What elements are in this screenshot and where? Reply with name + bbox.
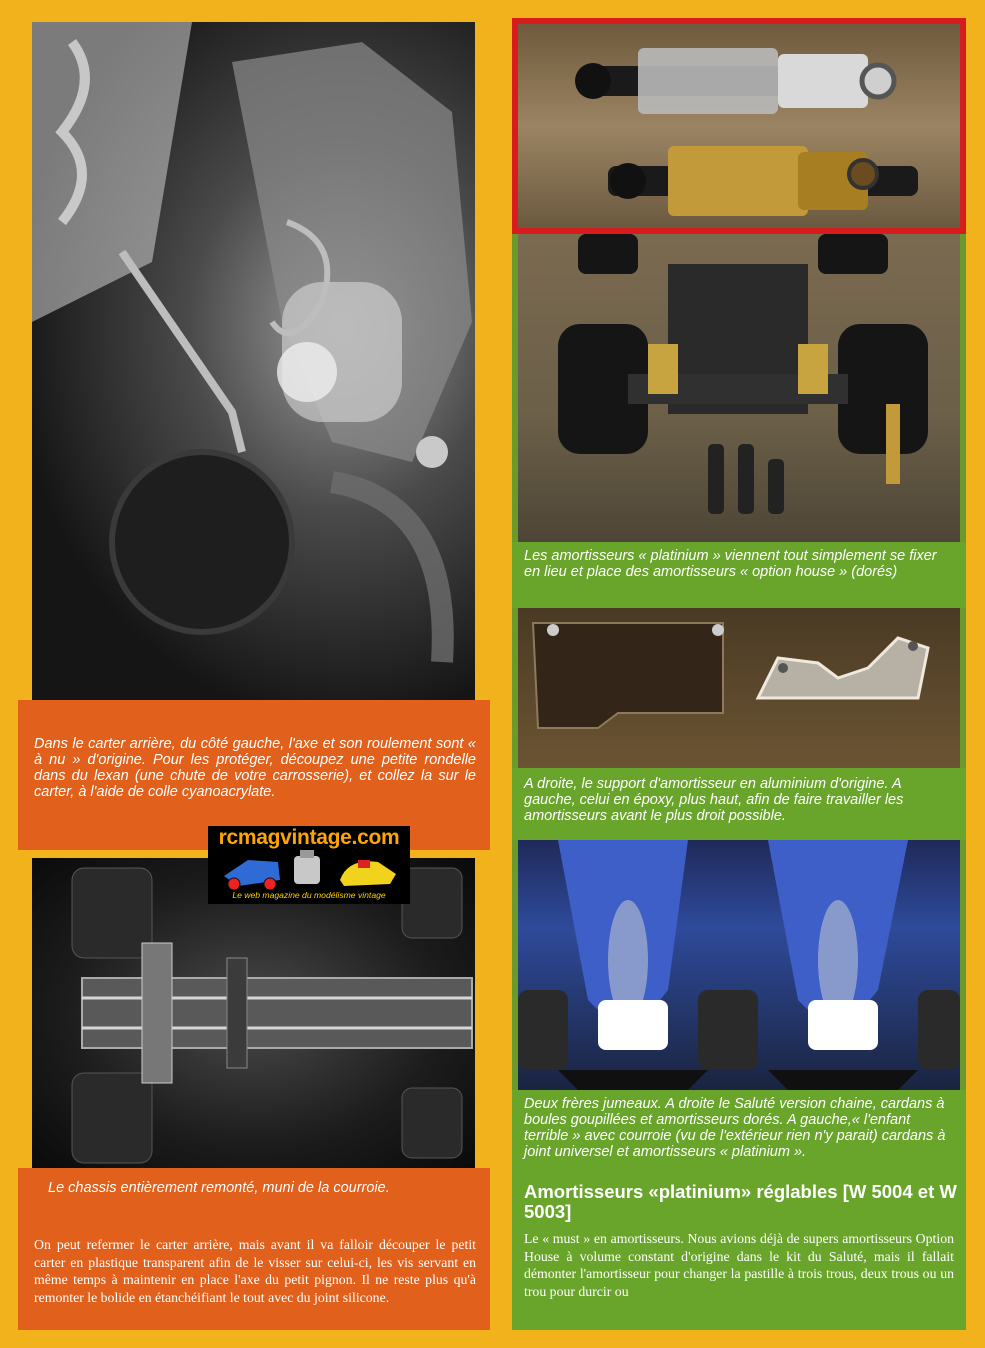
photo-rear-gearbox [32,22,475,700]
photo-twin-cars [512,840,966,1090]
body-text-left: On peut refermer le carter arrière, mais avant il va falloir découper le petit carter en plastique transparent afin de le visser sur celui-ci, les vis servant en même temps à maintenir en place l'axe du petit pignon. Il ne reste plus qu'à remonter le bolide en étanchéifiant le tout avec du joint silicone. [34,1237,476,1305]
caption-chassis: Le chassis entièrement remonté, muni de la courroie. [48,1180,390,1196]
caption-box-front [512,542,966,608]
twin-cars-illustration [518,840,960,1090]
photo-shock-brackets [512,608,966,768]
chassis-illustration [32,858,475,1168]
photo-platinium-shocks [512,18,966,234]
caption-box-brackets [512,768,966,840]
front-suspension-illustration [518,234,960,542]
logo-title: rcmagvintage.com [218,826,400,849]
caption-twins: Deux frères jumeaux. A droite le Saluté version chaine, cardans à boules goupillées et amortisseurs dorés. A gauche,« l'enfant terrible » avec courroie (vu de l'extérieur rien n'y parait) cardans à joint universel et amortisseurs « platinium ». [524,1096,946,1160]
caption-engine: Dans le carter arrière, du côté gauche, l'axe et son roulement sont « à nu » d'origine. Pour les protéger, découpez une petite rondelle dans du lexan (une chute de votre carrosserie), et collez la sur le carter, à l'aide de colle cyanoacrylate. [34,736,476,800]
caption-box-chassis [18,1168,490,1230]
rcmagvintage-logo [208,826,410,904]
body-text-box-left [18,1230,490,1330]
shocks-illustration [518,24,960,228]
article-heading: Amortisseurs «platinium» réglables [W 5004 et W 5003] [524,1181,957,1222]
brackets-illustration [518,608,960,768]
body-text-right: Le « must » en amortisseurs. Nous avions déjà de supers amortisseurs Option House à volume constant d'origine dans le kit du Saluté, mais il fallait démonter l'amortisseur pour changer la pastille à trois trous, deux trous ou un trou pour durcir ou [524,1231,954,1299]
photo-chassis-assembled [32,858,475,1168]
caption-brackets: A droite, le support d'amortisseur en aluminium d'origine. A gauche, celui en époxy, plus haut, afin de faire travailler les amortisseurs avant le plus droit possible. [524,776,904,824]
photo-front-suspension [512,234,966,542]
caption-front: Les amortisseurs « platinium » viennent tout simplement se fixer en lieu et place des amortisseurs « option house » (dorés) [524,548,937,580]
logo-subtitle: Le web magazine du modélisme vintage [232,890,386,900]
caption-box-twins [512,1090,966,1330]
gearbox-illustration [32,22,475,700]
